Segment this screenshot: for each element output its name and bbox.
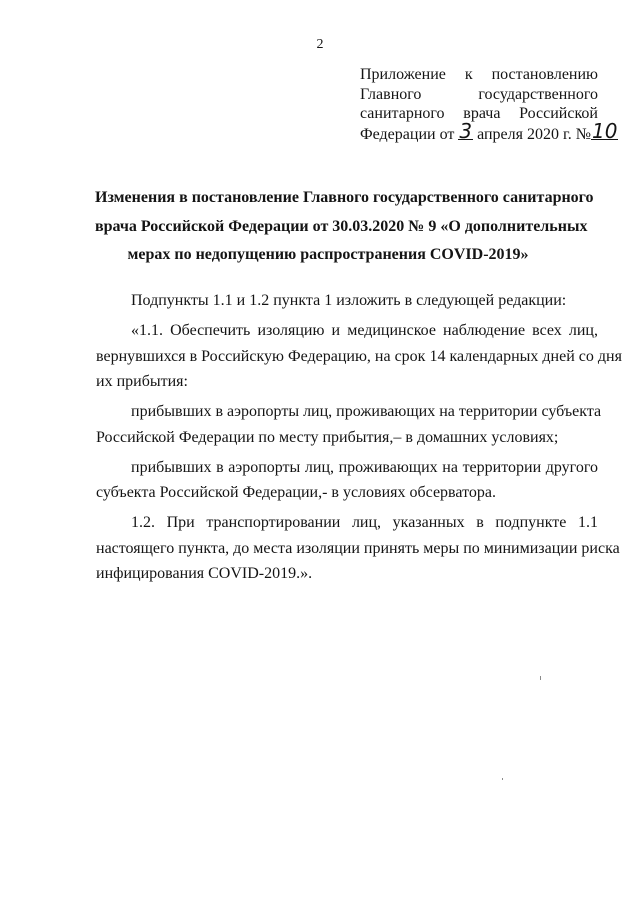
paragraph-line: инфицирования COVID-2019.». <box>96 565 313 582</box>
handwritten-number: 10 <box>592 118 618 143</box>
annex-date-middle: апреля 2020 г. № <box>477 125 591 143</box>
paragraph-line: Российской Федерации по месту прибытия,– в домашних условиях; <box>96 428 559 446</box>
paragraph-1 <box>96 288 598 314</box>
heading-line-3: мерах по недопущению распространения COVID-2019» <box>127 246 529 263</box>
page-number: 2 <box>316 37 324 52</box>
annex-line-1: Приложение к постановлению <box>360 66 598 83</box>
paragraph-4 <box>96 455 598 506</box>
handwritten-day: 3 <box>459 118 473 143</box>
paragraph-line: настоящего пункта, до места изоляции принять меры по минимизации риска <box>96 539 620 557</box>
paragraph-line: Подпункты 1.1 и 1.2 пункта 1 изложить в следующей редакции: <box>131 292 567 309</box>
document-heading <box>95 184 594 270</box>
paragraph-line: субъекта Российской Федерации,- в условиях обсерватора. <box>96 484 496 501</box>
paragraph-line: 1.2. При транспортировании лиц, указанных в подпункте 1.1 <box>131 514 598 531</box>
paragraph-line: «1.1. Обеспечить изоляцию и медицинское наблюдение всех лиц, <box>131 322 598 339</box>
paragraph-5 <box>96 510 620 587</box>
paragraph-line: вернувшихся в Российскую Федерацию, на срок 14 календарных дней со дня <box>96 347 622 365</box>
document-body <box>96 288 622 591</box>
heading-line-1: Изменения в постановление Главного государственного санитарного <box>95 189 594 206</box>
annex-block <box>360 65 618 144</box>
annex-line-3: санитарного врача Российской <box>360 105 598 122</box>
scan-speck <box>540 676 541 680</box>
scan-speck <box>502 778 503 780</box>
paragraph-line: их прибытия: <box>96 373 188 390</box>
heading-line-2: врача Российской Федерации от 30.03.2020 № 9 «О дополнительных <box>95 217 588 235</box>
annex-date-prefix: Федерации от <box>360 125 455 143</box>
annex-line-2: Главного государственного <box>360 85 598 103</box>
paragraph-line: прибывших в аэропорты лиц, проживающих на территории субъекта <box>131 403 602 420</box>
paragraph-3 <box>96 399 602 450</box>
paragraph-2 <box>96 318 622 395</box>
annex-line-4 <box>360 118 618 145</box>
paragraph-line: прибывших в аэропорты лиц, проживающих на территории другого <box>131 458 598 476</box>
